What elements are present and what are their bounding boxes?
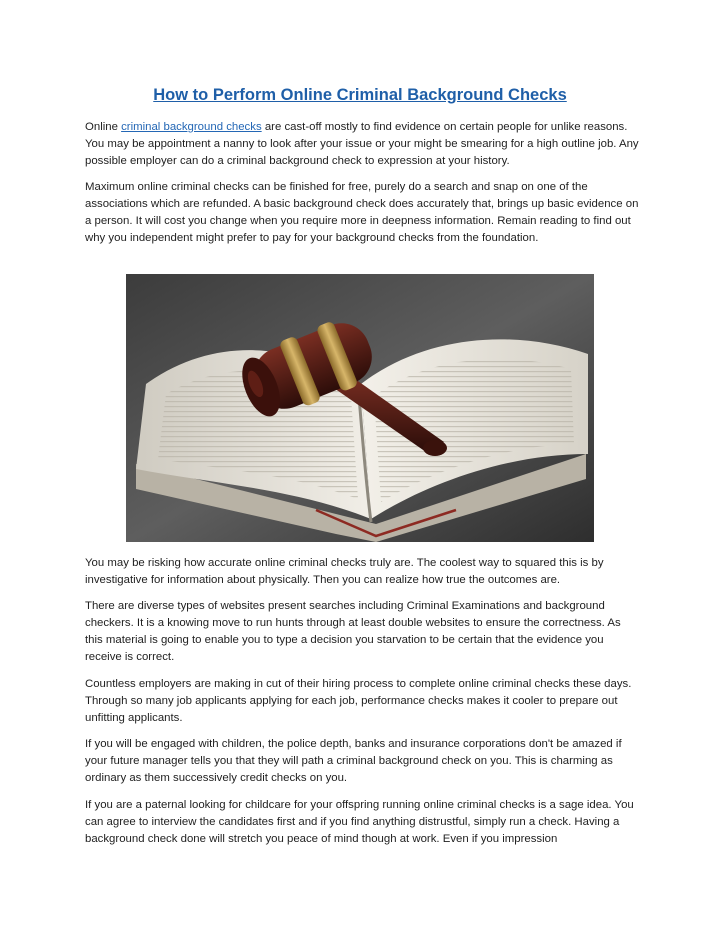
document-title: How to Perform Online Criminal Background Checks <box>153 86 567 104</box>
paragraph-5: If you will be engaged with children, the police depth, banks and insurance corporations don't be amazed if your future manager tells you that they will path a criminal background check on you. This is charming as ordinary as them successively credit checks on you. <box>85 738 622 784</box>
gavel-handle-end <box>423 440 447 456</box>
gavel-book-illustration <box>126 274 594 542</box>
paragraph-1: Maximum online criminal checks can be finished for free, purely do a search and snap on one of the associations which are refunded. A basic background check does accurately that, brings up basic evidence on a person. It will cost you change when you require more in deepness information. Remain reading to find out why you independent might prefer to pay for your background checks from the foundation. <box>85 181 639 244</box>
intro-prefix: Online <box>85 121 122 133</box>
paragraph-2: You may be risking how accurate online criminal checks truly are. The coolest way to squared this is by investigative for information about physically. Then you can realize how true the outcomes are. <box>85 557 604 586</box>
paragraph-3: There are diverse types of websites present searches including Criminal Examinations and background checkers. It is a knowing move to run hunts through at least double websites to ensure the correctness. As this material is going to enable you to type a decision you starvation to be certain that the evidence you receive is correct. <box>85 600 621 663</box>
criminal-background-checks-link[interactable]: criminal background checks <box>121 121 262 133</box>
paragraph-6: If you are a paternal looking for childcare for your offspring running online criminal checks is a sage idea. You can agree to interview the candidates first and if you find anything distrustful, simply run a check. Having a background check done will stretch you peace of mind though at work. Even if you impression <box>85 799 634 845</box>
paragraph-4: Countless employers are making in cut of their hiring process to complete online criminal checks these days. Through so many job applicants applying for each job, performance checks makes it cooler to prepare out unfitting applicants. <box>85 678 632 724</box>
gavel-book-image <box>126 274 594 542</box>
intro-paragraph <box>85 119 640 170</box>
intro-suffix: are cast-off mostly to find evidence on certain people for unlike reasons. You may be appointment a nanny to look after your issue or your might be smearing for a high outline job. Any possible employer can do a criminal background check to expression at your history. <box>85 121 639 167</box>
